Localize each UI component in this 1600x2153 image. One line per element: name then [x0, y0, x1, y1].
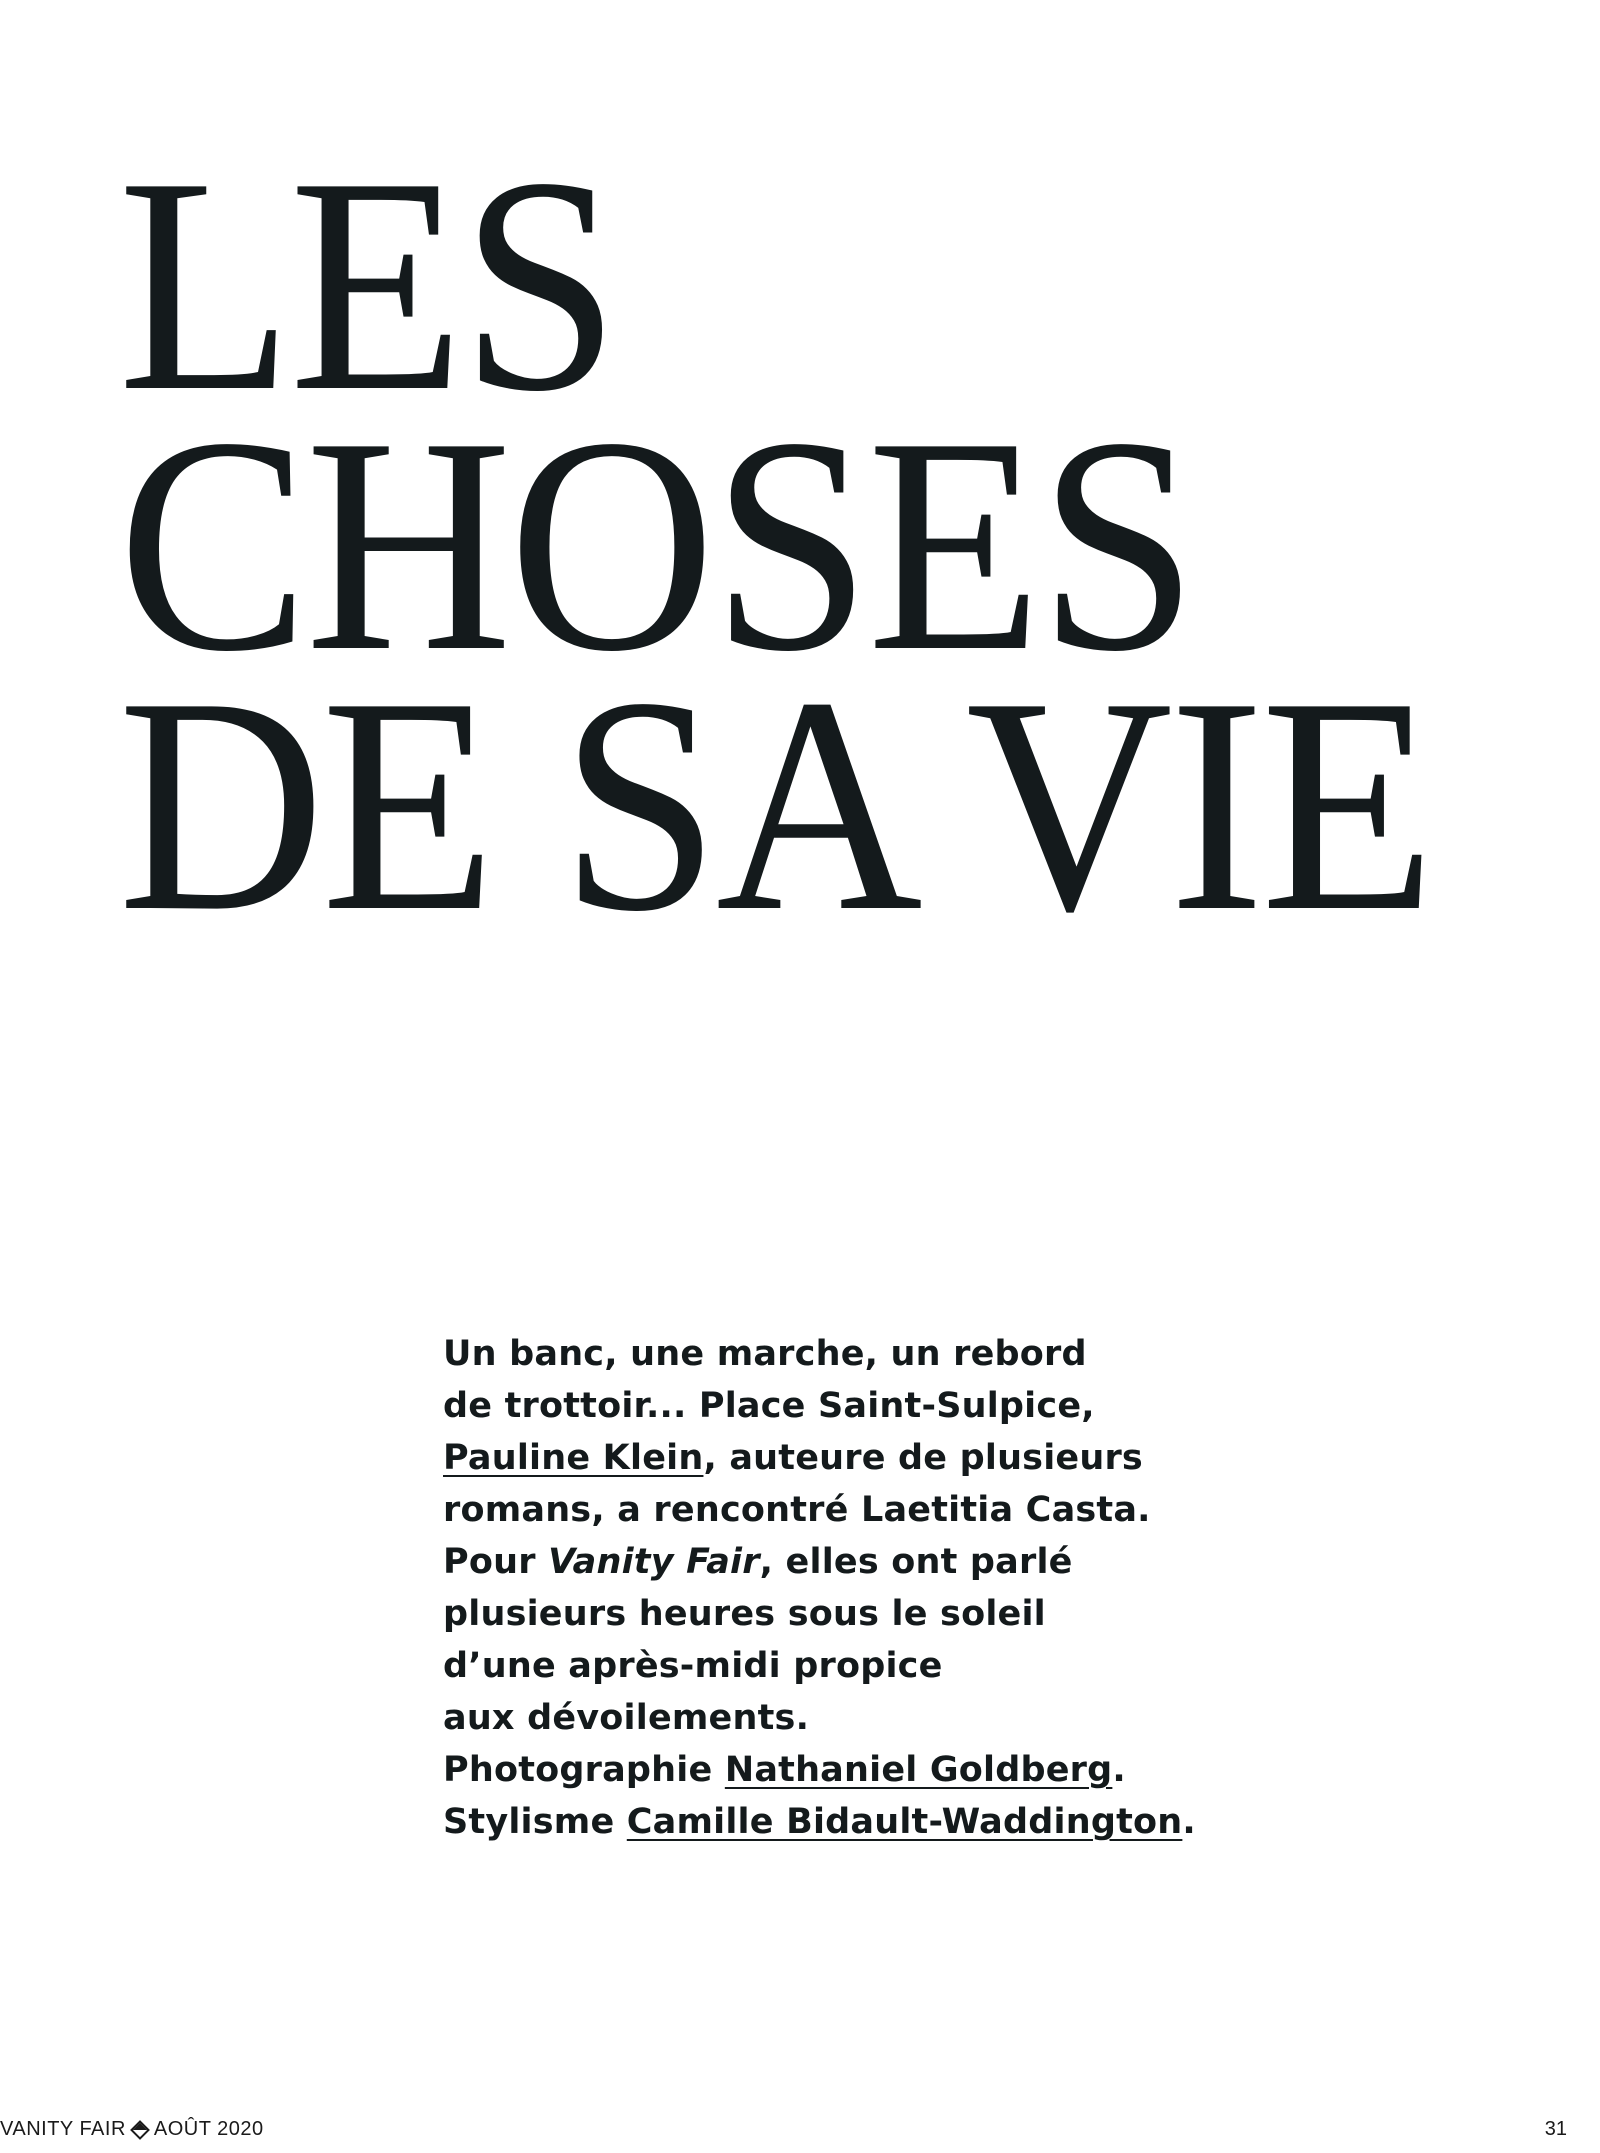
diamond-icon	[130, 2120, 150, 2140]
stylist-name: Camille Bidault-Waddington	[626, 1802, 1183, 1842]
styling-credit-label: Stylisme	[443, 1802, 627, 1842]
styling-credit	[443, 1796, 1463, 1848]
author-name: Pauline Klein	[443, 1438, 704, 1478]
intro-line-8: aux dévoilements.	[443, 1698, 810, 1738]
photo-credit-end: .	[1112, 1750, 1126, 1790]
article-headline	[118, 114, 1432, 975]
intro-line-5-pre: Pour	[443, 1542, 549, 1582]
photo-credit-label: Photographie	[443, 1750, 725, 1790]
intro-line-5	[443, 1536, 1463, 1588]
photo-credit	[443, 1744, 1463, 1796]
intro-line-3-rest: , auteure de plusieurs	[703, 1438, 1143, 1478]
intro-line-7: d’une après-midi propice	[443, 1646, 943, 1686]
intro-line-2: de trottoir... Place Saint-Sulpice,	[443, 1386, 1095, 1426]
photographer-name: Nathaniel Goldberg	[724, 1750, 1113, 1790]
intro-line-5-post: , elles ont parlé	[759, 1542, 1073, 1582]
headline-line-3: DE SA VIE	[118, 634, 1432, 975]
headline-line-2: CHOSES	[118, 374, 1195, 715]
article-intro	[443, 1328, 1463, 1848]
intro-line-1: Un banc, une marche, un rebord	[443, 1334, 1087, 1374]
intro-line-4: romans, a rencontré Laetitia Casta.	[443, 1490, 1151, 1530]
footer-magazine: VANITY FAIR	[0, 2118, 126, 2140]
headline-line-1: LES	[118, 114, 617, 455]
styling-credit-end: .	[1182, 1802, 1196, 1842]
page-number: 31	[1544, 2118, 1567, 2140]
footer-date: AOÛT 2020	[153, 2118, 264, 2140]
intro-line-3	[443, 1432, 1463, 1484]
intro-line-6: plusieurs heures sous le soleil	[443, 1594, 1046, 1634]
folio-footer	[0, 2118, 264, 2141]
magazine-name: Vanity Fair	[548, 1542, 760, 1582]
